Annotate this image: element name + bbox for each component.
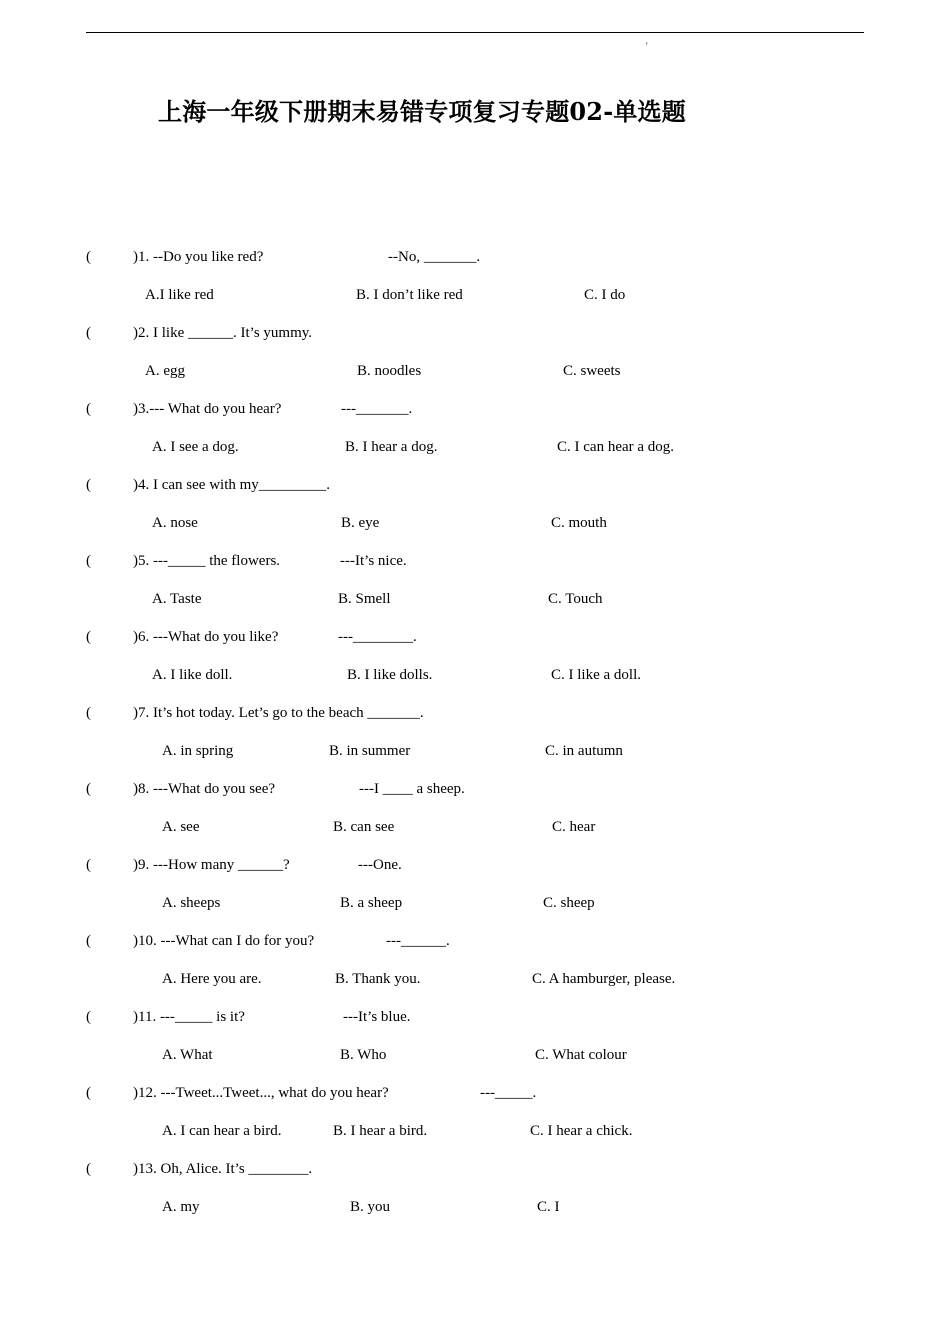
- option-a: A. I can hear a bird.: [162, 1123, 282, 1139]
- question-text: )10. ---What can I do for you?: [133, 933, 315, 949]
- option-a: A. Taste: [152, 591, 202, 607]
- question-response: ---It’s blue.: [343, 1009, 411, 1025]
- option-row: [0, 740, 950, 762]
- header-mark: ': [646, 41, 648, 51]
- question-row: [0, 626, 950, 648]
- option-row: [0, 968, 950, 990]
- question-response: ---I ____ a sheep.: [359, 781, 465, 797]
- question-row: [0, 322, 950, 344]
- option-c: C. in autumn: [545, 743, 623, 759]
- question-response: ---______.: [386, 933, 450, 949]
- question-row: [0, 1082, 950, 1104]
- question-row: [0, 702, 950, 724]
- answer-paren: (: [86, 705, 91, 721]
- option-b: B. noodles: [357, 363, 422, 379]
- page-title: 上海一年级下册期末易错专项复习专题02-单选题: [158, 97, 686, 126]
- option-row: [0, 664, 950, 686]
- answer-paren: (: [86, 781, 91, 797]
- question-text: )13. Oh, Alice. It’s ________.: [133, 1161, 313, 1177]
- option-row: [0, 588, 950, 610]
- question-text: )9. ---How many ______?: [133, 857, 290, 873]
- question-text: )3.--- What do you hear?: [133, 401, 282, 417]
- option-row: [0, 1044, 950, 1066]
- question-text: )2. I like ______. It’s yummy.: [133, 325, 313, 341]
- answer-paren: (: [86, 401, 91, 417]
- question-response: ---It’s nice.: [340, 553, 407, 569]
- option-row: [0, 436, 950, 458]
- option-c: C. I do: [584, 287, 626, 303]
- answer-paren: (: [86, 1009, 91, 1025]
- option-b: B. I don’t like red: [356, 287, 463, 303]
- option-a: A. egg: [145, 363, 185, 379]
- option-row: [0, 1120, 950, 1142]
- option-c: C. A hamburger, please.: [532, 971, 676, 987]
- question-response: ---_______.: [341, 401, 413, 417]
- option-c: C. What colour: [535, 1047, 627, 1063]
- option-a: A. Here you are.: [162, 971, 262, 987]
- question-response: ---One.: [358, 857, 402, 873]
- question-row: [0, 778, 950, 800]
- option-a: A.I like red: [145, 287, 214, 303]
- option-a: A. my: [162, 1199, 200, 1215]
- option-row: [0, 816, 950, 838]
- question-row: [0, 246, 950, 268]
- question-row: [0, 550, 950, 572]
- answer-paren: (: [86, 325, 91, 341]
- option-c: C. hear: [552, 819, 596, 835]
- question-text: )1. --Do you like red?: [133, 249, 264, 265]
- option-c: C. Touch: [548, 591, 603, 607]
- question-row: [0, 1158, 950, 1180]
- option-a: A. sheeps: [162, 895, 221, 911]
- option-b: B. I hear a dog.: [345, 439, 438, 455]
- option-b: B. Who: [340, 1047, 387, 1063]
- option-row: [0, 892, 950, 914]
- option-row: [0, 284, 950, 306]
- question-text: )8. ---What do you see?: [133, 781, 276, 797]
- header-rule: [86, 32, 864, 33]
- option-b: B. Thank you.: [335, 971, 421, 987]
- option-c: C. mouth: [551, 515, 607, 531]
- option-a: A. see: [162, 819, 200, 835]
- option-a: A. I like doll.: [152, 667, 233, 683]
- answer-paren: (: [86, 1161, 91, 1177]
- option-c: C. I: [537, 1199, 560, 1215]
- option-c: C. I can hear a dog.: [557, 439, 675, 455]
- question-response: ---________.: [338, 629, 417, 645]
- question-text: )4. I can see with my_________.: [133, 477, 331, 493]
- option-c: C. sheep: [543, 895, 595, 911]
- question-row: [0, 474, 950, 496]
- option-a: A. What: [162, 1047, 213, 1063]
- question-response: ---_____.: [480, 1085, 537, 1101]
- option-c: C. I like a doll.: [551, 667, 641, 683]
- answer-paren: (: [86, 933, 91, 949]
- option-b: B. can see: [333, 819, 395, 835]
- question-row: [0, 398, 950, 420]
- option-row: [0, 512, 950, 534]
- question-response: --No, _______.: [388, 249, 481, 265]
- option-row: [0, 1196, 950, 1218]
- option-a: A. I see a dog.: [152, 439, 239, 455]
- option-row: [0, 360, 950, 382]
- answer-paren: (: [86, 629, 91, 645]
- option-c: C. sweets: [563, 363, 621, 379]
- answer-paren: (: [86, 249, 91, 265]
- question-row: [0, 930, 950, 952]
- question-text: )6. ---What do you like?: [133, 629, 279, 645]
- question-row: [0, 1006, 950, 1028]
- option-c: C. I hear a chick.: [530, 1123, 633, 1139]
- option-b: B. in summer: [329, 743, 411, 759]
- option-b: B. Smell: [338, 591, 391, 607]
- option-a: A. in spring: [162, 743, 234, 759]
- answer-paren: (: [86, 477, 91, 493]
- option-b: B. you: [350, 1199, 391, 1215]
- question-text: )12. ---Tweet...Tweet..., what do you hear?: [133, 1085, 389, 1101]
- option-b: B. eye: [341, 515, 380, 531]
- answer-paren: (: [86, 857, 91, 873]
- option-b: B. I like dolls.: [347, 667, 433, 683]
- option-a: A. nose: [152, 515, 198, 531]
- option-b: B. a sheep: [340, 895, 403, 911]
- question-text: )5. ---_____ the flowers.: [133, 553, 281, 569]
- answer-paren: (: [86, 553, 91, 569]
- option-b: B. I hear a bird.: [333, 1123, 428, 1139]
- question-text: )11. ---_____ is it?: [133, 1009, 245, 1025]
- question-row: [0, 854, 950, 876]
- answer-paren: (: [86, 1085, 91, 1101]
- question-text: )7. It’s hot today. Let’s go to the beach _______.: [133, 705, 424, 721]
